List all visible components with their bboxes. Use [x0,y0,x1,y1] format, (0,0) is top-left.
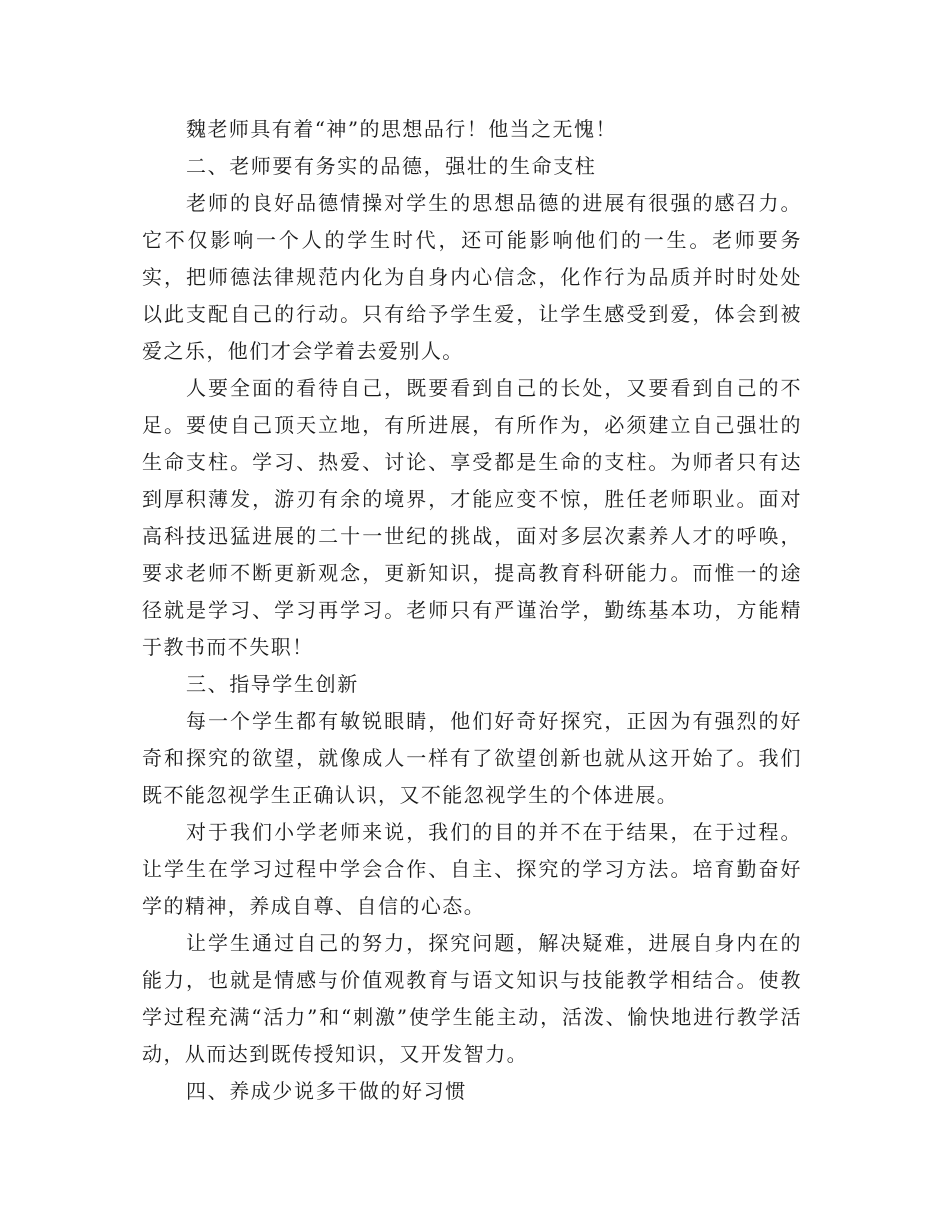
paragraph: 人要全面的看待自己，既要看到自己的长处，又要看到自己的不足。要使自己顶天立地，有所进展，有所作为，必须建立自己强壮的生命支柱。学习、热爱、讨论、享受都是生命的支柱。为师者只有达到厚积薄发，游刃有余的境界，才能应变不惊，胜任老师职业。面对高科技迅猛进展的二十一世纪的挑战，面对多层次素养人才的呼唤，要求老师不断更新观念，更新知识，提高教育科研能力。而惟一的途径就是学习、学习再学习。老师只有严谨治学，勤练基本功，方能精于教书而不失职！ [142,376,802,659]
section-heading-4: 四、养成少说多干做的好习惯 [186,1079,467,1103]
document-body [142,111,802,1110]
paragraph: 每一个学生都有敏锐眼睛，他们好奇好探究，正因为有强烈的好奇和探究的欲望，就像成人一样有了欲望创新也就从这开始了。我们既不能忽视学生正确认识，又不能忽视学生的个体进展。 [142,709,802,807]
paragraph: 让学生通过自己的努力，探究问题，解决疑难，进展自身内在的能力，也就是情感与价值观教育与语文知识与技能教学相结合。使教学过程充满“活力”和“刺激”使学生能主动，活泼、愉快地进行教学活动，从而达到既传授知识，又开发智力。 [142,931,802,1066]
section-heading-3: 三、指导学生创新 [186,672,359,696]
paragraph: 对于我们小学老师来说，我们的目的并不在于结果，在于过程。让学生在学习过程中学会合作、自主、探究的学习方法。培育勤奋好学的精神，养成自尊、自信的心态。 [142,820,802,918]
paragraph: 老师的良好品德情操对学生的思想品德的进展有很强的感召力。它不仅影响一个人的学生时代，还可能影响他们的一生。老师要务实，把师德法律规范内化为自身内心信念，化作行为品质并时时处处以此支配自己的行动。只有给予学生爱，让学生感受到爱，体会到被爱之乐，他们才会学着去爱别人。 [142,191,802,363]
paragraph-closing-sentence: 魏老师具有着“神”的思想品行！他当之无愧！ [186,117,617,141]
section-heading-2: 二、老师要有务实的品德，强壮的生命支柱 [186,154,597,178]
